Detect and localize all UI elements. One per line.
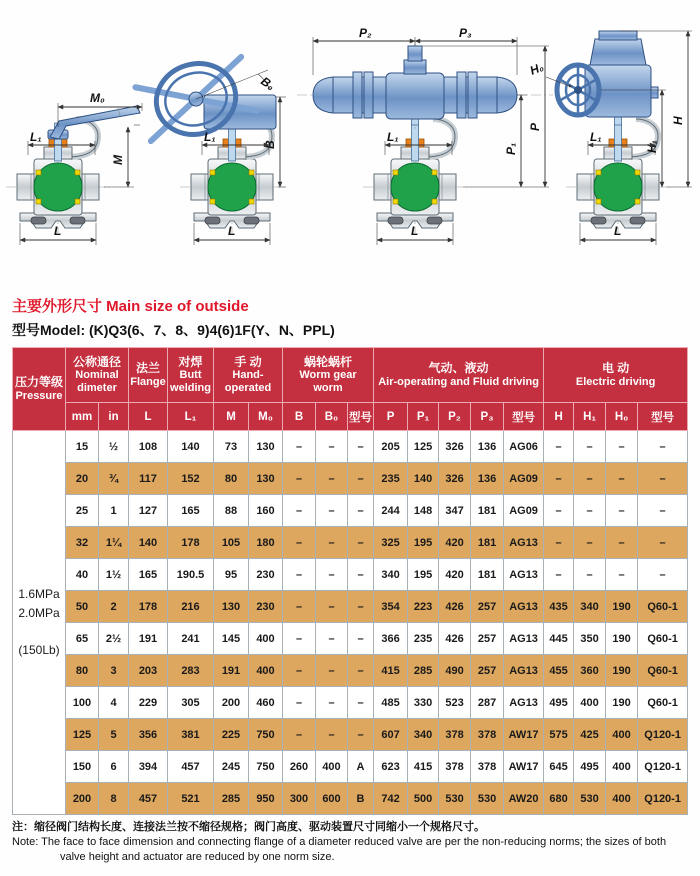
cell: 400 — [606, 719, 638, 751]
cell: 117 — [129, 463, 168, 495]
table-row — [13, 591, 688, 623]
cell: 8 — [99, 783, 129, 815]
page-title: 主要外形尺寸 Main size of outside — [12, 298, 249, 315]
unit-B0: B₀ — [316, 403, 348, 431]
cell: – — [638, 495, 688, 527]
cell: – — [316, 687, 348, 719]
cell: – — [606, 527, 638, 559]
cell: 191 — [129, 623, 168, 655]
cell: 145 — [214, 623, 249, 655]
cell: 2 — [99, 591, 129, 623]
table-row — [13, 687, 688, 719]
unit-P3: P₃ — [471, 403, 504, 431]
cell: 495 — [544, 687, 574, 719]
cell: 65 — [66, 623, 99, 655]
cell: 400 — [316, 751, 348, 783]
cell: – — [316, 463, 348, 495]
cell: – — [544, 527, 574, 559]
unit-B: B — [283, 403, 316, 431]
cell: 300 — [283, 783, 316, 815]
cell: – — [283, 719, 316, 751]
cell: 40 — [66, 559, 99, 591]
cell: 230 — [249, 559, 283, 591]
dim-label-l: L — [228, 224, 236, 238]
cell: – — [348, 495, 374, 527]
cell: – — [316, 655, 348, 687]
table-row — [13, 463, 688, 495]
dimension-table-wrap — [12, 347, 688, 815]
cell: AG09 — [504, 463, 544, 495]
table-row — [13, 623, 688, 655]
dim-label-p: P — [528, 122, 542, 131]
cell: 366 — [374, 623, 408, 655]
dim-label-l1: L₁ — [387, 130, 399, 144]
dim-label-l: L — [614, 224, 622, 238]
cell: 435 — [544, 591, 574, 623]
cell: 523 — [439, 687, 471, 719]
notes — [12, 820, 690, 864]
cell: – — [316, 495, 348, 527]
dim-label-p1: P₁ — [504, 142, 518, 155]
cell: 190 — [606, 591, 638, 623]
dim-label-p2: P₂ — [359, 26, 372, 40]
cell: – — [544, 495, 574, 527]
dim-label-h0: H₀ — [527, 59, 546, 78]
cell: 530 — [439, 783, 471, 815]
unit-H: H — [544, 403, 574, 431]
cell: 354 — [374, 591, 408, 623]
cell: 3 — [99, 655, 129, 687]
cell: 148 — [408, 495, 439, 527]
cell: – — [574, 495, 606, 527]
note-en: Note: The face to face dimension and connecting flange of a diameter reduced valve are per the non-reducing norms; the sizes of both valve height and actuator are reduced by one norm size. — [12, 836, 667, 863]
cell: 521 — [168, 783, 214, 815]
unit-mm: mm — [66, 403, 99, 431]
dim-label-m0: M₀ — [90, 91, 105, 105]
cell: 108 — [129, 431, 168, 463]
cell: 195 — [408, 559, 439, 591]
cell: 216 — [168, 591, 214, 623]
cell: – — [606, 495, 638, 527]
cell: 530 — [574, 783, 606, 815]
unit-L1: L₁ — [168, 403, 214, 431]
cell: – — [283, 687, 316, 719]
cell: 140 — [168, 431, 214, 463]
cell: AG13 — [504, 687, 544, 719]
cell: 223 — [408, 591, 439, 623]
cell: AG09 — [504, 495, 544, 527]
model-label: 型号Model: — [12, 322, 86, 338]
col-group-nominal-diameter: 公称通径 Nominal dimeter — [66, 348, 129, 403]
pressure-cell: 1.6MPa 2.0MPa (150Lb) — [13, 431, 66, 815]
cell: Q60-1 — [638, 687, 688, 719]
cell: 200 — [66, 783, 99, 815]
cell: – — [638, 431, 688, 463]
cell: 455 — [544, 655, 574, 687]
cell: – — [283, 527, 316, 559]
cell: 400 — [249, 623, 283, 655]
cell: 25 — [66, 495, 99, 527]
cell: 235 — [408, 623, 439, 655]
cell: – — [283, 591, 316, 623]
cell: 229 — [129, 687, 168, 719]
drawing-hand-lever-valve — [6, 91, 142, 245]
unit-M0: M₀ — [249, 403, 283, 431]
cell: 200 — [214, 687, 249, 719]
table-row — [13, 751, 688, 783]
cell: Q60-1 — [638, 655, 688, 687]
cell: Q60-1 — [638, 623, 688, 655]
table-row — [13, 527, 688, 559]
dim-label-l1: L₁ — [30, 130, 42, 144]
cell: 326 — [439, 463, 471, 495]
cell: 950 — [249, 783, 283, 815]
pneumatic-actuator — [313, 46, 517, 119]
cell: 645 — [544, 751, 574, 783]
cell: – — [348, 655, 374, 687]
cell: – — [544, 559, 574, 591]
cell: 400 — [606, 783, 638, 815]
cell: 50 — [66, 591, 99, 623]
cell: 426 — [439, 591, 471, 623]
cell: 305 — [168, 687, 214, 719]
cell: 495 — [574, 751, 606, 783]
cell: 180 — [249, 527, 283, 559]
cell: 105 — [214, 527, 249, 559]
cell: 95 — [214, 559, 249, 591]
col-group-hand-operated: 手 动 Hand-operated — [214, 348, 283, 403]
cell: 205 — [374, 431, 408, 463]
table-row — [13, 783, 688, 815]
unit-L: L — [129, 403, 168, 431]
cell: 130 — [249, 463, 283, 495]
cell: AG13 — [504, 655, 544, 687]
cell: 125 — [66, 719, 99, 751]
cell: 241 — [168, 623, 214, 655]
cell: 575 — [544, 719, 574, 751]
cell: Q120-1 — [638, 783, 688, 815]
cell: 340 — [408, 719, 439, 751]
cell: 160 — [249, 495, 283, 527]
cell: – — [574, 463, 606, 495]
cell: – — [316, 527, 348, 559]
cell: 140 — [408, 463, 439, 495]
cell: 150 — [66, 751, 99, 783]
cell: 100 — [66, 687, 99, 719]
cell: – — [544, 463, 574, 495]
dim-label-l1: L₁ — [590, 130, 602, 144]
cell: 381 — [168, 719, 214, 751]
cell: B — [348, 783, 374, 815]
cell: 283 — [168, 655, 214, 687]
cell: ¾ — [99, 463, 129, 495]
cell: Q60-1 — [638, 591, 688, 623]
cell: 181 — [471, 559, 504, 591]
dim-label-b: B — [263, 140, 277, 149]
cell: 152 — [168, 463, 214, 495]
cell: 1½ — [99, 559, 129, 591]
cell: 257 — [471, 623, 504, 655]
cell: 191 — [214, 655, 249, 687]
note-zh: 注：缩径阀门结构长度、连接法兰按不缩径规格；阀门高度、驱动装置尺寸同缩小一个规格尺寸。 — [12, 821, 485, 833]
cell: AG13 — [504, 559, 544, 591]
cell: 6 — [99, 751, 129, 783]
cell: 257 — [471, 591, 504, 623]
cell: – — [348, 431, 374, 463]
cell: 190 — [606, 623, 638, 655]
cell: – — [283, 463, 316, 495]
table-header — [13, 348, 688, 431]
cell: 378 — [439, 719, 471, 751]
cell: 190 — [606, 687, 638, 719]
dim-label-l: L — [411, 224, 419, 238]
col-group-butt-welding: 对焊 Butt welding — [168, 348, 214, 403]
table-row — [13, 655, 688, 687]
table-body — [13, 431, 688, 815]
cell: 400 — [606, 751, 638, 783]
cell: 178 — [129, 591, 168, 623]
cell: AG13 — [504, 527, 544, 559]
cell: 257 — [471, 655, 504, 687]
cell: 73 — [214, 431, 249, 463]
cell: – — [638, 559, 688, 591]
cell: – — [283, 559, 316, 591]
cell: 203 — [129, 655, 168, 687]
dim-label-l: L — [54, 224, 62, 238]
cell: 287 — [471, 687, 504, 719]
unit-model-air: 型号 — [504, 403, 544, 431]
dimension-table — [12, 347, 688, 815]
col-group-pressure: 压力等级 Pressure — [13, 348, 66, 431]
cell: – — [348, 527, 374, 559]
cell: 15 — [66, 431, 99, 463]
cell: AG13 — [504, 591, 544, 623]
table-row — [13, 719, 688, 751]
model-line — [12, 320, 335, 340]
cell: 285 — [408, 655, 439, 687]
cell: 190 — [606, 655, 638, 687]
cell: 245 — [214, 751, 249, 783]
table-row — [13, 431, 688, 463]
cell: 190.5 — [168, 559, 214, 591]
cell: 230 — [249, 591, 283, 623]
cell: 378 — [471, 751, 504, 783]
cell: 326 — [439, 431, 471, 463]
cell: AG06 — [504, 431, 544, 463]
cell: 1 — [99, 495, 129, 527]
dim-label-b0: B₀ — [258, 73, 278, 94]
dim-label-l1: L₁ — [204, 130, 216, 144]
cell: – — [606, 559, 638, 591]
cell: 378 — [439, 751, 471, 783]
cell: 415 — [408, 751, 439, 783]
cell: – — [283, 495, 316, 527]
cell: A — [348, 751, 374, 783]
col-group-worm-gear: 蜗轮蜗杆 Worm gear worm — [283, 348, 374, 403]
cell: – — [348, 623, 374, 655]
drawing-electric-valve — [528, 31, 692, 245]
cell: 136 — [471, 463, 504, 495]
table-row — [13, 559, 688, 591]
cell: – — [574, 559, 606, 591]
cell: 457 — [129, 783, 168, 815]
cell: Q120-1 — [638, 751, 688, 783]
drawing-worm-gear-valve — [133, 50, 286, 245]
cell: 420 — [439, 527, 471, 559]
cell: 165 — [129, 559, 168, 591]
cell: 244 — [374, 495, 408, 527]
cell: – — [316, 591, 348, 623]
unit-P1: P₁ — [408, 403, 439, 431]
col-group-air-fluid: 气动、液动 Air-operating and Fluid driving — [374, 348, 544, 403]
col-group-electric: 电 动 Electric driving — [544, 348, 688, 403]
cell: – — [316, 719, 348, 751]
table-row — [13, 495, 688, 527]
cell: 225 — [214, 719, 249, 751]
unit-H1: H₁ — [574, 403, 606, 431]
cell: – — [283, 431, 316, 463]
unit-H0: H₀ — [606, 403, 638, 431]
unit-P2: P₂ — [439, 403, 471, 431]
cell: 394 — [129, 751, 168, 783]
cell: Q120-1 — [638, 719, 688, 751]
cell: – — [348, 687, 374, 719]
cell: 325 — [374, 527, 408, 559]
cell: 607 — [374, 719, 408, 751]
cell: 490 — [439, 655, 471, 687]
cell: 400 — [249, 655, 283, 687]
cell: – — [544, 431, 574, 463]
cell: 378 — [471, 719, 504, 751]
cell: – — [348, 719, 374, 751]
col-group-flange: 法兰 Flange — [129, 348, 168, 403]
unit-in: in — [99, 403, 129, 431]
cell: 1¼ — [99, 527, 129, 559]
dim-label-m: M — [111, 155, 125, 165]
cell: 136 — [471, 431, 504, 463]
unit-model-worm: 型号 — [348, 403, 374, 431]
cell: 181 — [471, 495, 504, 527]
cell: – — [316, 623, 348, 655]
cell: 500 — [408, 783, 439, 815]
cell: 165 — [168, 495, 214, 527]
cell: 2½ — [99, 623, 129, 655]
cell: AW20 — [504, 783, 544, 815]
cell: – — [348, 559, 374, 591]
cell: 340 — [574, 591, 606, 623]
cell: AG13 — [504, 623, 544, 655]
unit-P: P — [374, 403, 408, 431]
dim-label-p3: P₃ — [459, 26, 472, 40]
cell: – — [348, 591, 374, 623]
cell: – — [316, 431, 348, 463]
cell: – — [283, 655, 316, 687]
cell: 485 — [374, 687, 408, 719]
cell: 181 — [471, 527, 504, 559]
drawing-pneumatic-valve — [297, 26, 553, 245]
cell: 80 — [214, 463, 249, 495]
unit-M: M — [214, 403, 249, 431]
cell: AW17 — [504, 751, 544, 783]
cell: – — [606, 431, 638, 463]
cell: – — [348, 463, 374, 495]
cell: 330 — [408, 687, 439, 719]
cell: 600 — [316, 783, 348, 815]
cell: 32 — [66, 527, 99, 559]
unit-model-electric: 型号 — [638, 403, 688, 431]
cell: 127 — [129, 495, 168, 527]
cell: 457 — [168, 751, 214, 783]
dim-label-h: H — [671, 116, 685, 125]
model-value: (K)Q3(6、7、8、9)4(6)1F(Y、N、PPL) — [89, 322, 335, 338]
cell: 623 — [374, 751, 408, 783]
cell: 750 — [249, 751, 283, 783]
cell: 178 — [168, 527, 214, 559]
cell: 20 — [66, 463, 99, 495]
cell: – — [283, 623, 316, 655]
technical-drawings — [0, 0, 700, 285]
cell: 347 — [439, 495, 471, 527]
cell: 4 — [99, 687, 129, 719]
cell: 285 — [214, 783, 249, 815]
cell: – — [638, 527, 688, 559]
cell: 360 — [574, 655, 606, 687]
cell: 235 — [374, 463, 408, 495]
cell: 742 — [374, 783, 408, 815]
cell: 425 — [574, 719, 606, 751]
cell: ½ — [99, 431, 129, 463]
cell: 420 — [439, 559, 471, 591]
cell: 750 — [249, 719, 283, 751]
cell: 530 — [471, 783, 504, 815]
cell: – — [316, 559, 348, 591]
cell: 140 — [129, 527, 168, 559]
cell: – — [574, 431, 606, 463]
cell: AW17 — [504, 719, 544, 751]
cell: – — [606, 463, 638, 495]
cell: – — [638, 463, 688, 495]
cell: 5 — [99, 719, 129, 751]
cell: 680 — [544, 783, 574, 815]
cell: 356 — [129, 719, 168, 751]
cell: 340 — [374, 559, 408, 591]
cell: 445 — [544, 623, 574, 655]
cell: 415 — [374, 655, 408, 687]
cell: 260 — [283, 751, 316, 783]
cell: 88 — [214, 495, 249, 527]
cell: 195 — [408, 527, 439, 559]
cell: 426 — [439, 623, 471, 655]
cell: 350 — [574, 623, 606, 655]
cell: – — [574, 527, 606, 559]
cell: 130 — [214, 591, 249, 623]
cell: 80 — [66, 655, 99, 687]
cell: 125 — [408, 431, 439, 463]
cell: 130 — [249, 431, 283, 463]
cell: 400 — [574, 687, 606, 719]
dim-label-h1: H₁ — [645, 140, 659, 153]
cell: 460 — [249, 687, 283, 719]
